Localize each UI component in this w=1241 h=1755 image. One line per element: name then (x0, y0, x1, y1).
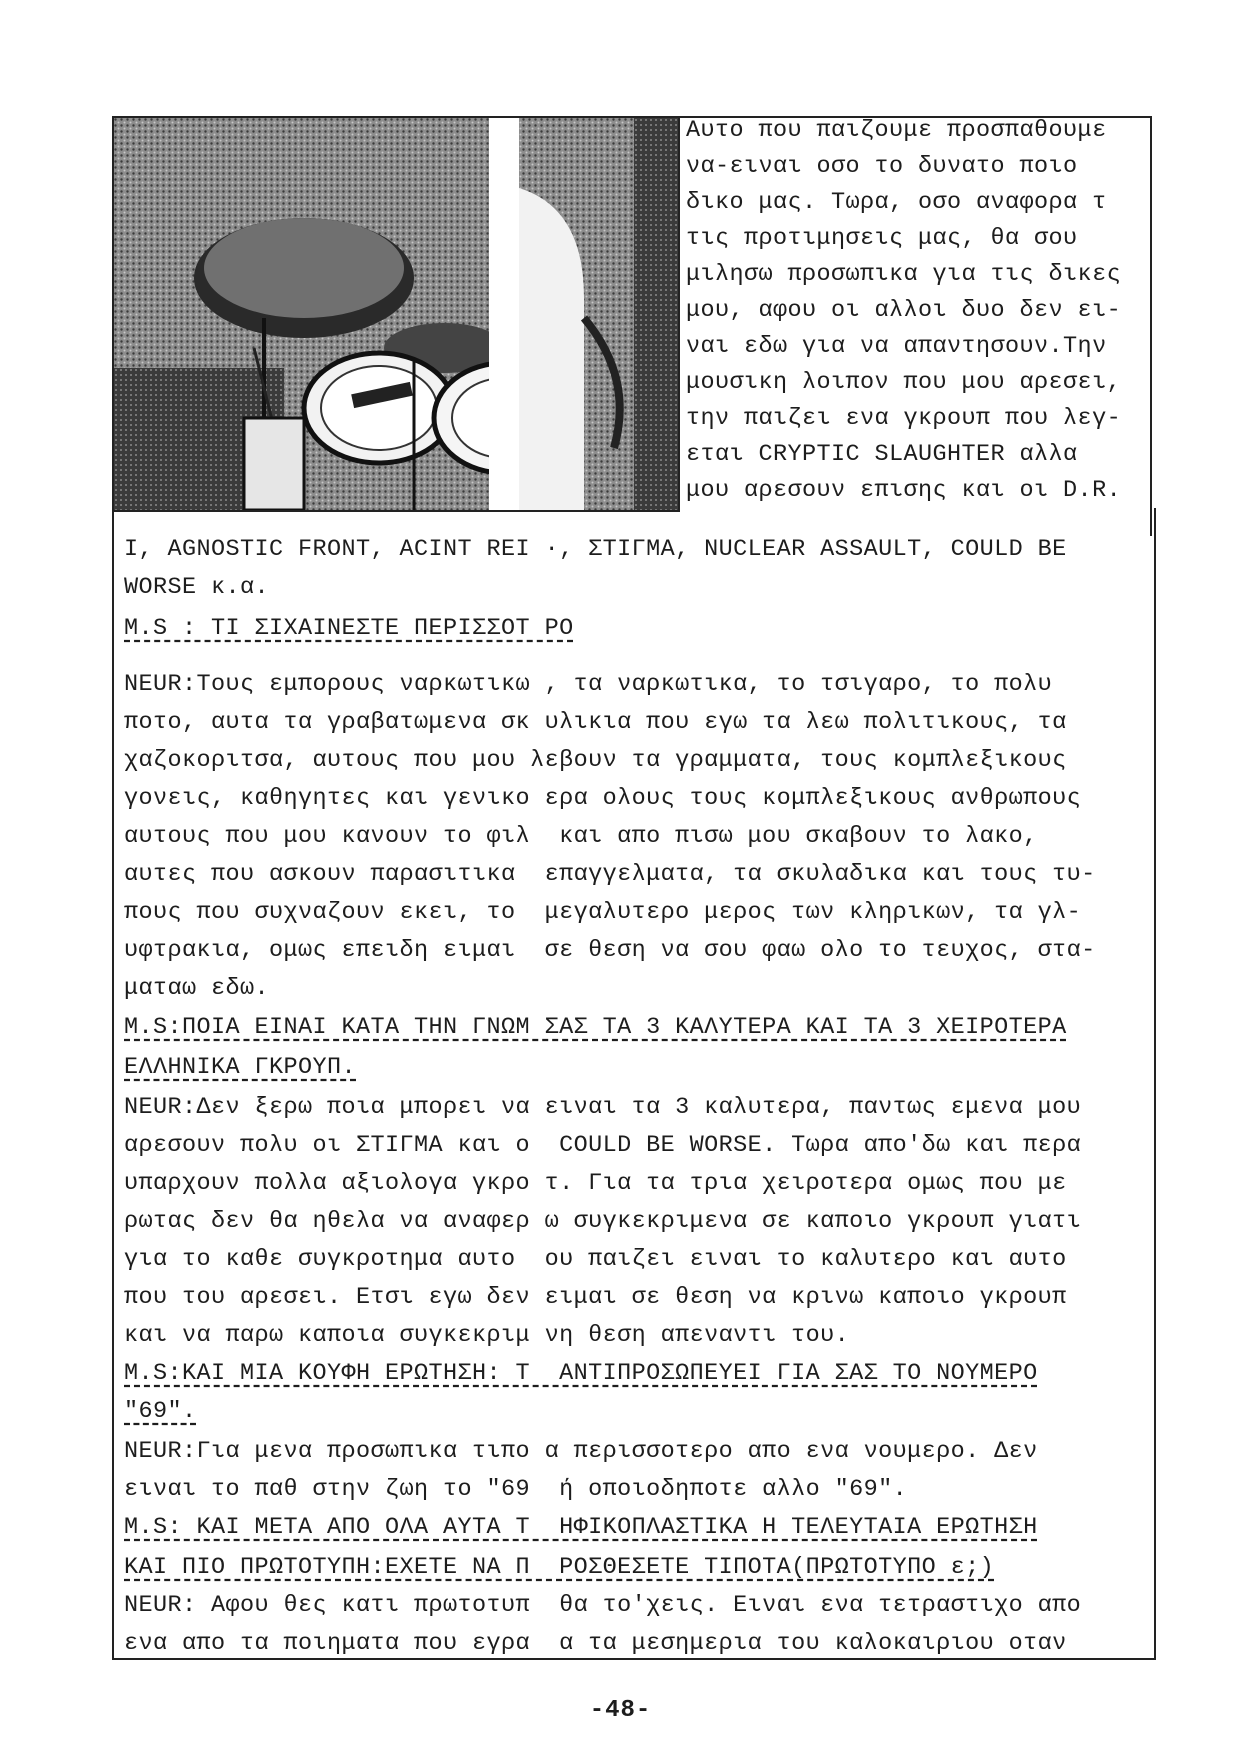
question-line: M.S: ΚΑΙ ΜΕΤΑ ΑΠΟ ΟΛΑ ΑΥΤΑ Τ ΗΦΙΚΟΠΛΑΣΤΙΚΑ Η ΤΕΛΕΥΤΑΙΑ ΕΡΩΤΗΣΗ (124, 1514, 1038, 1541)
intro-line: μουσικη λοιπον που μου αρεσει, (686, 369, 1122, 396)
answer-line: NEUR:Τους εμπορους ναρκωτικω , τα ναρκωτικα, το τσιγαρο, το πολυ (124, 671, 1053, 698)
body-line: πους που συχναζουν εκει, το μεγαλυτερο μερος των κληρικων, τα γλ- (124, 899, 1082, 926)
intro-line: τις προτιμησεις μας, θα σου (686, 225, 1078, 252)
intro-line: να-ειναι οσο το δυνατο ποιο (686, 153, 1078, 180)
body-line: ποτο, αυτα τα γραβατωμενα σκ υλικια που εγω τα λεω πολιτικους, τα (124, 709, 1067, 736)
intro-line: εται CRYPTIC SLAUGHTER αλλα (686, 441, 1078, 468)
intro-line: δικο μας. Τωρα, οσο αναφορα τ (686, 189, 1107, 216)
body-line: που του αρεσει. Ετσι εγω δεν ειμαι σε θεση να κρινω καποιο γκρουπ (124, 1284, 1067, 1311)
drummer-photo (112, 116, 680, 512)
intro-line: μιλησω προσωπικα για τις δικες (686, 261, 1122, 288)
body-line: για το καθε συγκροτημα αυτο ου παιζει ειναι το καλυτερο και αυτο (124, 1246, 1067, 1273)
answer-line: NEUR:Δεν ξερω ποια μπορει να ειναι τα 3 καλυτερα, παντως εμενα μου (124, 1094, 1082, 1121)
question-line: ΕΛΛΗΝΙΚΑ ΓΚΡΟΥΠ. (124, 1054, 357, 1081)
answer-line: NEUR:Για μενα προσωπικα τιπο α περισσοτερο απο ενα νουμερο. Δεν (124, 1438, 1038, 1465)
question-line: M.S : ΤΙ ΣΙΧΑΙΝΕΣΤΕ ΠΕΡΙΣΣΟΤ ΡΟ (124, 615, 574, 642)
body-line: ειναι το παθ στην ζωη το "69 ή οποιοδηποτε αλλο "69". (124, 1476, 908, 1503)
answer-line: NEUR: Αφου θες κατι πρωτοτυπ θα το'χεις. Ειναι ενα τετραστιχο απο (124, 1592, 1082, 1619)
question-line: ΚΑΙ ΠΙΟ ΠΡΩΤΟΤΥΠΗ:ΕΧΕΤΕ ΝΑ Π ΡΟΣΘΕΣΕΤΕ ΤΙΠΟΤΑ(ΠΡΩΤΟΤΥΠΟ ε;) (124, 1554, 995, 1581)
body-line: ρωτας δεν θα ηθελα να αναφερ ω συγκεκριμενα σε καποιο γκρουπ γιατι (124, 1208, 1082, 1235)
body-line: υφτρακια, ομως επειδη ειμαι σε θεση να σου φαω ολο το τευχος, στα- (124, 937, 1096, 964)
body-line: I, AGNOSTIC FRONT, ACINT REI ·, ΣΤΙΓΜΑ, NUCLEAR ASSAULT, COULD BE (124, 536, 1067, 563)
question-line: M.S:ΚΑΙ ΜΙΑ ΚΟΥΦΗ ΕΡΩΤΗΣΗ: Τ ΑΝΤΙΠΡΟΣΩΠΕΥΕΙ ΓΙΑ ΣΑΣ ΤΟ ΝΟΥΜΕΡΟ (124, 1360, 1038, 1387)
intro-line: μου αρεσουν επισης και οι D.R. (686, 477, 1122, 504)
body-line: ενα απο τα ποιηματα που εγρα α τα μεσημερια του καλοκαιριου οταν (124, 1630, 1067, 1657)
intro-line: ναι εδω για να απαντησουν.Την (686, 333, 1107, 360)
body-line: γονεις, καθηγητες και γενικο ερα ολους τους κομπλεξικους ανθρωπους (124, 785, 1082, 812)
body-line: αυτους που μου κανουν το φιλ και απο πισω μου σκαβουν το λακο, (124, 823, 1038, 850)
body-line: υπαρχουν πολλα αξιολογα γκρο τ. Για τα τρια χειροτερα ομως που με (124, 1170, 1067, 1197)
body-line: και να παρω καποια συγκεκριμ νη θεση απεναντι του. (124, 1322, 850, 1349)
page-number: -48- (589, 1697, 652, 1724)
intro-line: μου, αφου οι αλλοι δυο δεν ει- (686, 297, 1122, 324)
body-line: χαζοκοριτσα, αυτους που μου λεβουν τα γραμματα, τους κομπλεξικους (124, 747, 1067, 774)
question-line: "69". (124, 1398, 197, 1425)
body-line: αυτες που ασκουν παρασιτικα επαγγελματα, τα σκυλαδικα και τους τυ- (124, 861, 1096, 888)
body-line: ματαω εδω. (124, 975, 270, 1002)
intro-line: Αυτο που παιζουμε προσπαθουμε (686, 117, 1107, 144)
body-line: αρεσουν πολυ οι ΣΤΙΓΜΑ και ο COULD BE WORSE. Τωρα απο'δω και περα (124, 1132, 1082, 1159)
question-line: M.S:ΠΟΙΑ ΕΙΝΑΙ ΚΑΤΑ ΤΗΝ ΓΝΩΜ ΣΑΣ ΤΑ 3 ΚΑΛΥΤΕΡΑ ΚΑΙ ΤΑ 3 ΧΕΙΡΟΤΕΡΑ (124, 1014, 1067, 1041)
intro-line: την παιζει ενα γκρουπ που λεγ- (686, 405, 1122, 432)
body-line: WORSE κ.α. (124, 574, 270, 601)
